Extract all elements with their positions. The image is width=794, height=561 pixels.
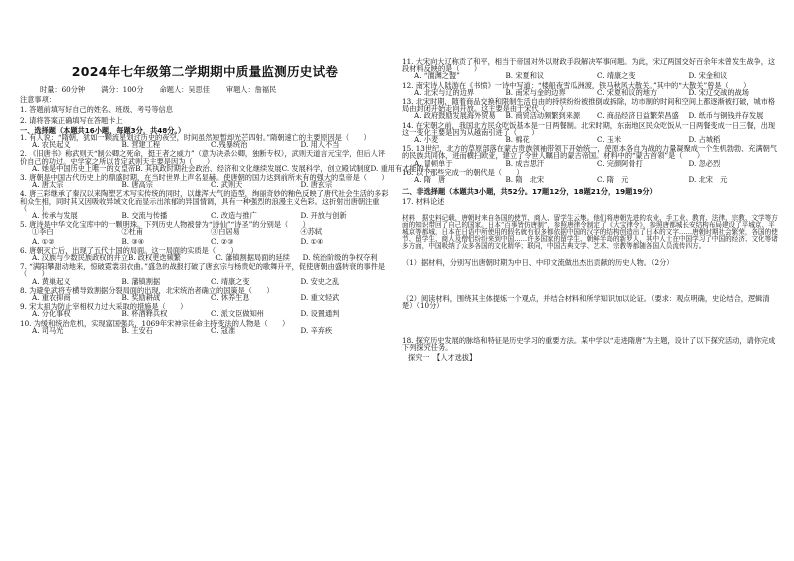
question-stem: 6. 唐朝灭亡后，出现了五代十国的局面。这一局面的实质是（ ） <box>20 245 238 255</box>
question-option: A. 隋 唐 <box>414 175 446 185</box>
question-option: B. 隋 北宋 <box>505 175 545 185</box>
question <box>20 174 390 190</box>
question <box>402 98 780 122</box>
question-options <box>20 327 390 334</box>
right-questions <box>402 58 780 185</box>
question-stem: 1. 有人说：“隋朝，犹如一颗流星划过历史的夜空，时间虽然短暂却光芒四射。”隋朝速亡的主要原因是（ ） <box>20 133 371 143</box>
question-option: B. 政权更迭频繁 <box>128 253 181 263</box>
question-option: A. 北宋与辽的边界 <box>414 87 475 97</box>
question <box>20 263 390 287</box>
question-options <box>20 294 390 301</box>
question-option: D. 占城稻 <box>688 135 721 145</box>
question-option: C. 完颜阿骨打 <box>597 158 643 168</box>
question-option: C. 武则天 <box>211 180 243 190</box>
question-options <box>402 176 780 183</box>
question-stem: 3. 唐朝是中国古代历史上的鼎盛时期，在当时世界上声名显赫。使唐朝的国力达到前所未有的强大的皇帝是（ ） <box>20 173 389 183</box>
question-option: D. 唐玄宗 <box>300 180 333 190</box>
question <box>20 320 390 336</box>
question-option: D. 用人不当 <box>300 140 340 150</box>
question-option: D. 安史之乱 <box>300 276 340 286</box>
question-option: B. 奖励耕战 <box>121 293 161 303</box>
question-option: A. 汉族与少数民族政权的并立 <box>32 253 129 263</box>
question <box>402 122 780 146</box>
question-option: ②杜甫 <box>121 227 144 237</box>
question-option: A. 分化事权 <box>32 309 71 319</box>
question-option: C. 藩镇割据局面的延续 <box>215 253 290 263</box>
section1-heading: 一、选择题（本题共16小题，每题3分，共48分。） <box>20 125 186 135</box>
question-option: B. 南宋与金的边界 <box>505 87 566 97</box>
question-option: A. 传承与发展 <box>32 211 78 221</box>
question-option: A. 黄巢起义 <box>32 276 71 286</box>
question-options <box>402 72 780 79</box>
question-option: D. 设置通判 <box>300 309 340 319</box>
question-option: D. ①④ <box>300 236 324 246</box>
question-option: C. 派文臣做知州 <box>211 309 264 319</box>
question <box>402 145 780 169</box>
question-stem: 2. 《旧唐书》称武则天“制公卿之死命，挺王者之威力”（意为决杀公卿，独断专权），武则天道言元宝学，但后人评价自己的功过。史学家之所以肯定武则天主要是因为（ ） <box>20 149 386 166</box>
exam-meta <box>40 86 390 93</box>
question-stem: 8. 为避免武将专横导致割据分裂局面的出现，北宋统治者确立的国策是（ ） <box>20 285 274 295</box>
question-option: B. 王安石 <box>121 325 153 335</box>
exam-reviewer: 审题人：詹福民 <box>225 85 277 94</box>
question-option: ④苏轼 <box>300 227 323 237</box>
q17-part2: （2）阅读材料，围绕其主体提炼一个观点，并结合材料和所学知识加以论证。（要求：观点明确，史论结合，逻辑清楚）（10分） <box>402 293 770 310</box>
question-options <box>20 310 390 317</box>
exam-author: 命题人：吴思佳 <box>159 85 210 94</box>
question-options <box>402 89 780 96</box>
exam-time: 时量：60分钟 <box>40 85 86 94</box>
question <box>20 190 390 221</box>
question-option: A. 政府鼓励发展海外贸易 <box>414 111 496 121</box>
question-stem: 9. 宋太祖为防止宰相权力过大采取的措施是（ ） <box>20 302 188 312</box>
question-options <box>402 160 780 167</box>
question-stem: 11. 大宋向大辽称贡了和平，相当于帝国对外以财政手段解决军事问题。为此，宋辽两国交好百余年未曾发生战争，这段材料反映的是（ ） <box>402 57 776 74</box>
question-option: C. ②③ <box>211 236 234 246</box>
question-option: C. 宋夏和议的地方 <box>597 87 658 97</box>
question-options <box>20 141 390 148</box>
notice-item: 1. 答题前填写好自己的姓名、班级、考号等信息 <box>20 105 173 115</box>
question-option: D. 宋金和议 <box>688 71 728 81</box>
q18-stem: 18. 探究历史发展的脉络和特征是历史学习的重要方法。某中学以“走进隋唐”为主题，设计了以下探究活动，请你完成下列探究任务。 <box>402 336 776 353</box>
question-option: A. ①② <box>32 236 55 246</box>
question-option: C. 改造与推广 <box>211 211 257 221</box>
question-option: ①李白 <box>32 227 54 237</box>
question <box>20 247 390 263</box>
question-option: D. 忽必烈 <box>688 158 721 168</box>
question-option: C. 靖康之变 <box>211 276 250 286</box>
question <box>20 149 431 174</box>
question-option: D. 辛弃疾 <box>300 325 333 335</box>
right-column <box>402 58 780 362</box>
question <box>402 58 780 82</box>
question-option: B. 其执政时期社会政治、经济和文化继续发展 <box>135 163 282 173</box>
exam-score: 满分：100分 <box>101 85 144 94</box>
question-option: D. 统治阶级的争权夺利 <box>302 253 378 263</box>
question-option: B. ③④ <box>121 236 145 246</box>
question-option: A. 唐太宗 <box>32 180 64 190</box>
question-option: C. 靖康之变 <box>597 71 636 81</box>
question-options <box>402 112 780 119</box>
question <box>402 169 780 185</box>
question-option: C.残暴统治 <box>211 140 248 150</box>
question <box>20 287 390 303</box>
question-options <box>402 136 780 143</box>
section2-heading: 二、非选择题（本题共3小题，共52分。17题12分，18题21分，19题19分） <box>402 187 657 197</box>
question-option: D. 重文轻武 <box>300 293 340 303</box>
q18-explore-1: 探究一 【人才选拔】 <box>408 353 477 363</box>
question-stem: 12. 南宋诗人陆游在《书愤》一诗中写道：“楼船夜雪瓜洲渡，铁马秋风大散关。”其中的“大散关”曾是（ ） <box>402 80 751 90</box>
question-option: B. 商贸活动频繁到来源 <box>505 111 581 121</box>
question-option: B. 宋夏和议 <box>505 71 545 81</box>
question-stem: 5. 唐诗是中华文化宝库中的一颗明珠。下列历史人物被誉为“诗仙”“诗圣”的分别是（ ） <box>20 220 310 230</box>
q17-part1: （1）据材料，分别写出唐朝时期为中日、中印文流做出杰出贡献的历史人物。（2分） <box>402 258 674 268</box>
question-option: A. 小麦 <box>414 135 439 145</box>
question-option: ③白居易 <box>211 227 240 237</box>
question-option: C. 寇准 <box>211 325 236 335</box>
question <box>402 82 780 98</box>
question-option: C. 玉米 <box>597 135 622 145</box>
question-option: C. 休养生息 <box>211 293 250 303</box>
question-option: B. 杯酒释兵权 <box>121 309 168 319</box>
question-option: B. 成吉思汗 <box>505 158 545 168</box>
question-options <box>20 278 390 285</box>
question-option: A. 重农抑商 <box>32 293 71 303</box>
exam-title: 2024年七年级第二学期期中质量监测历史试卷 <box>71 64 339 79</box>
q17-material: 材料 据史料记载，唐朝时来自各国的使节、商人、留学生云集。他们将唐朝先进的农业、手工业、教育、法律、宗教、文学等方面的知识带回了自己的国家。日本“百事皆仿唐制”，参照唐律令制定了《大宝律令》，参照唐都城长安结构布局建设了平城京、平城京等都城，日本在日语中所使用的假名就有很多都依据中国的汉字的结构创造出了日本的文字……唐朝时期社会繁荣，各国的使节、留学生、商人及僧侣纷纷来到中国……许多国家的留学生、朝鲜半岛的新罗人，其中人士在中国学习了中国的经济、文化等诸多方面，中国吸纳了众多各国的文化精华；联同，中国古典文学、艺术、宗教等都随各国人员流传四方。 <box>402 214 778 250</box>
notice-item: 2. 请将答案正确填写在答题卡上 <box>20 115 123 125</box>
question-option: A. “澶渊之盟” <box>414 71 460 81</box>
question-stem: 4. 唐三彩继承了秦汉以来陶塑艺术写实传统的同时，以雄浑大气的造型，绚丽奇妙的釉色反映了唐代社会生活的多彩和众生相，同时其又因吸收异域文化而显示出浓郁的异国情调，具有一种强烈的浪漫主义色彩。这折射出唐朝注重（ ） <box>20 189 389 213</box>
question-stem: 16. 以下那些完成一的朝代是（ ） <box>402 167 524 177</box>
question-option: B. 棉花 <box>505 135 530 145</box>
question-option: B. 藩镇割据 <box>121 276 161 286</box>
question-option: C. 隋 元 <box>597 175 629 185</box>
question-option: A. 她是中国历史上唯一的女皇帝 <box>32 163 136 173</box>
question-options <box>20 212 390 219</box>
question-options <box>20 228 390 235</box>
question-option: D. 北宋 元 <box>688 175 728 185</box>
question-option: D. 开放与创新 <box>300 211 347 221</box>
question-option: B. 营建工程 <box>121 140 161 150</box>
question-option: D. 纸币与铜钱并存发展 <box>688 111 764 121</box>
question-stem: 15. 13世纪，北方的草原部落在蒙古贵族领袖带领下开始统一，使原本各自为战的力量凝聚成一个生机勃勃、充满朝气的民族共同体，进而横扫欧亚，建立了令世人瞩目的蒙古帝国。材料中的“蒙古首领”是（ ） <box>402 144 778 161</box>
question <box>20 134 390 150</box>
question-stem: 7. “满阳攀甜动地来，惊破霓裳羽衣曲。”盛急的战报打破了唐玄宗与杨贵妃的歌舞升平，促使唐朝由盛转衰的事件是（ ） <box>20 262 386 279</box>
question-stem: 13. 北宋时期，随着商品交换和限制生活自由的持续纷纷被推倒或拆除，坊市制的时间和空间上都逐渐被打破，城市格局由封闭开始走向开放。这主要是由于宋代（ ） <box>402 97 776 114</box>
question-option: B. 唐高宗 <box>121 180 153 190</box>
q17-title: 17. 材料论述 <box>402 197 445 207</box>
question-option: A. 司马光 <box>32 325 64 335</box>
question-options <box>20 238 390 245</box>
question-option: D. 宋辽交战的战场 <box>688 87 749 97</box>
question-option: B. 交流与传播 <box>121 211 168 221</box>
question-stem: 14. 在宋朝之前，我国北方民众吃饭基本是一日两餐制。北宋时期，东南地区民众吃饭从一日两餐变成一日三餐，出现这一变化主要是因为从越南引进了（ ） <box>402 120 776 137</box>
question <box>20 303 390 319</box>
question-stem: 10. 为缓和统治危机，实现富国强兵，1069年宋神宗任命主持变法的人物是（ ） <box>20 318 290 328</box>
question-option: C. 商品经济日益繁荣昌盛 <box>597 111 679 121</box>
question-option: D. 重用有才能的人 <box>370 163 431 173</box>
question-options <box>20 254 390 261</box>
question-options <box>20 163 431 173</box>
question-option: C. 发展科学，创立殿试制度 <box>281 163 371 173</box>
question-option: A. 冒顿单于 <box>414 158 453 168</box>
question <box>20 221 390 237</box>
question-option: A. 农民起义 <box>32 140 71 150</box>
question-options <box>20 181 390 188</box>
notice-heading: 注意事项： <box>20 95 56 105</box>
